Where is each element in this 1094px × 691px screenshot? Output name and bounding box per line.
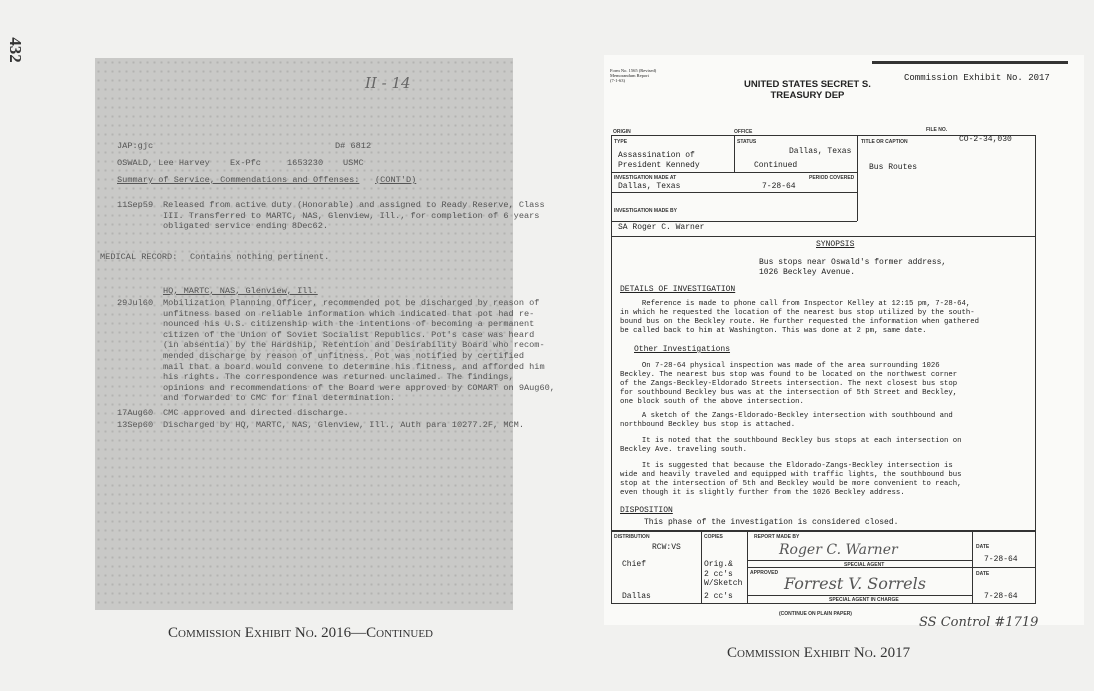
label: FILE NO. [926, 127, 948, 133]
distribution-initials: RCW:VS [652, 543, 681, 552]
other-heading: Other Investigations [634, 345, 731, 354]
status: Continued [754, 161, 798, 170]
exhibit-2016-scan [95, 58, 555, 610]
paragraph: It is noted that the southbound Beckley bus stops at each intersection on Beckley Ave. traveling south. [620, 437, 962, 454]
paragraph: A sketch of the Zangs-Eldorado-Beckley intersection with southbound and northbound Beckley bus stop is attached. [620, 412, 953, 429]
control-number: SS Control #1719 [919, 615, 1039, 630]
entry-date: 13Sep60 [117, 420, 154, 430]
copies-dallas: 2 cc's [704, 592, 733, 601]
caption-title: Bus Routes [869, 163, 918, 172]
label: ORIGIN [613, 129, 631, 135]
synopsis-heading: SYNOPSIS [816, 240, 855, 249]
label: REPORT MADE BY [754, 534, 800, 540]
entry-text: Released from active duty (Honorable) and assigned to Ready Reserve, Class III. Transferred to MARTC, NAS, Glenview, Ill., for completion of 6 years obligated service ending 8Dec62. [163, 200, 545, 232]
case-type: Assassination of President Kennedy [618, 151, 700, 170]
paragraph: It is suggested that because the Eldorado-Zangs-Beckley intersection is wide and heavily traveled and equipped with traffic lights, the southbound bus stop at the intersection of 5th and Beckley would be more convenient to reach, even though it is slightly further from the 1026 Beckley address. [620, 462, 962, 497]
branch: USMC [343, 158, 364, 168]
form-number: Form No. 1565 (Revised) Memorandum Report (7-1-63) [610, 68, 657, 83]
label: SPECIAL AGENT IN CHARGE [829, 597, 899, 603]
disposition: This phase of the investigation is considered closed. [644, 518, 899, 527]
synopsis: Bus stops near Oswald's former address, 1026 Beckley Avenue. [759, 258, 947, 277]
entry-text: CMC approved and directed discharge. [163, 408, 349, 418]
agency-line: UNITED STATES SECRET S. [744, 79, 871, 90]
label: DISTRIBUTION [614, 534, 650, 540]
period: 7-28-64 [762, 182, 796, 191]
agency-line: TREASURY DEP [770, 90, 845, 101]
label: TYPE [614, 139, 628, 145]
date-1: 7-28-64 [984, 555, 1018, 564]
entry-date: 17Aug60 [117, 408, 154, 418]
subject-name: OSWALD, Lee Harvey [117, 158, 210, 168]
medical-record-text: Contains nothing pertinent. [190, 252, 330, 262]
label: DATE [976, 544, 990, 550]
label: OFFICE [734, 129, 753, 135]
stamp-rule [872, 61, 1068, 64]
exhibit-stamp: Commission Exhibit No. 2017 [904, 73, 1050, 83]
paragraph: On 7-28-64 physical inspection was made of the area surrounding 1026 Beckley. The nearest bus stop was found to be located on the northwest corner of the Zangs-Beckley-Eldorado Streets intersection. The next closest bus stop for southbound Beckley bus was at the intersection of 5th Street and Beckley, one block south of the above intersection. [620, 362, 958, 406]
agent: SA Roger C. Warner [618, 223, 705, 232]
label: DATE [976, 571, 990, 577]
label: PERIOD COVERED [809, 175, 855, 181]
section-heading: Summary of Service, Commendations and Offenses: [117, 175, 360, 185]
details-paragraph: Reference is made to phone call from Inspector Kelley at 12:15 pm, 7-28-64, in which he requested the location of the nearest bus stop utilized by the south- bound bus on the Beckley route. He further requested the information when gathered be called back to him at Washington. This was done at 2 pm, same date. [620, 300, 980, 335]
label: APPROVED [750, 570, 779, 576]
label: TITLE OR CAPTION [861, 139, 908, 145]
exhibit-2017-form [604, 55, 1084, 630]
doc-number: D# 6812 [335, 141, 372, 151]
entry-date: 29Jul60 [117, 298, 154, 308]
label: INVESTIGATION MADE BY [614, 208, 677, 214]
continue-note: (CONTINUE ON PLAIN PAPER) [779, 611, 852, 617]
copies-chief: Orig.& 2 cc's W/Sketch [704, 560, 743, 588]
entry-text: Discharged by HQ, MARTC, NAS, Glenview, Ill., Auth para 10277.2F, MCM. [163, 420, 524, 430]
rank: Ex-Pfc [230, 158, 261, 168]
page-number: 432 [5, 37, 25, 63]
date-2: 7-28-64 [984, 592, 1018, 601]
location: Dallas, Texas [618, 182, 681, 191]
entry-text: Mobilization Planning Officer, recommended pot be discharged by reason of unfitness based on reliable information which indicated that pot had re- nounced his U.S. citizenship with the intentions of becoming a permanent citizen of the Union of Soviet Socialist Republics. Pot's case was heard (in absentia) by the Hardship, Retention and Desirability Board who recom- mended discharge by reason of unfitness. Pot was notified by certified mail that a board would convene to determine his fitness, and afforded him his rights. The correspondence was returned unclaimed. The findings, opinions and recommendations of the Board were approved by COMART on 9Aug60, and forwarded to CMC for final determination. [163, 298, 555, 404]
distribution-dallas: Dallas [622, 592, 651, 601]
agency-header [744, 79, 871, 101]
service-number: 1653230 [287, 158, 324, 168]
label: COPIES [704, 534, 723, 540]
details-heading: DETAILS OF INVESTIGATION [620, 285, 736, 294]
unit-heading: HQ, MARTC, NAS, Glenview, Ill. [163, 286, 318, 296]
right-caption: Commission Exhibit No. 2017 [727, 645, 911, 661]
entry-date: 11Sep59 [117, 200, 154, 210]
contd: (CONT'D) [375, 175, 417, 185]
label: INVESTIGATION MADE AT [614, 175, 677, 181]
label: STATUS [737, 139, 757, 145]
label: SPECIAL AGENT [844, 562, 885, 568]
initials: JAP:gjc [117, 141, 154, 151]
left-caption: Commission Exhibit No. 2016—Continued [168, 625, 433, 641]
sac-signature: Forrest V. Sorrels [784, 574, 926, 593]
distribution-chief: Chief [622, 560, 647, 569]
agent-signature: Roger C. Warner [779, 542, 898, 558]
disposition-heading: DISPOSITION [620, 506, 673, 515]
medical-record-label: MEDICAL RECORD: [100, 252, 178, 262]
handwritten-annotation: II - 14 [365, 74, 411, 92]
office: Dallas, Texas [789, 147, 852, 156]
file-number: CO-2-34,030 [959, 135, 1012, 144]
